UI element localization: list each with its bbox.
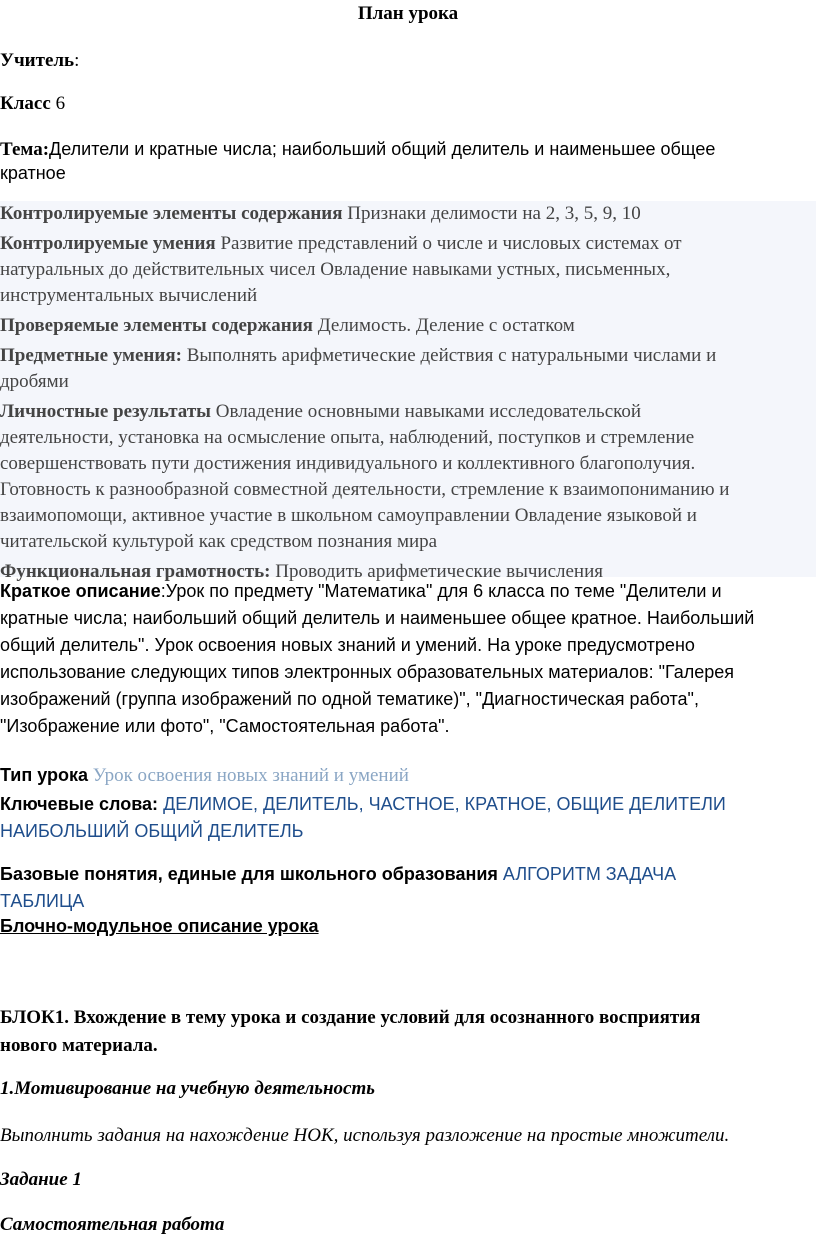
functional-literacy-label: Функциональная грамотность: bbox=[0, 561, 271, 582]
subject-skills-row bbox=[0, 343, 812, 369]
controlled-skills-text-1: Развитие представлений о числе и числовых системах от bbox=[215, 233, 682, 254]
short-description-line-2: кратные числа; наибольший общий делитель и наименьшее общее кратное. Наибольший bbox=[0, 608, 755, 628]
keywords-text-2: НАИБОЛЬШИЙ ОБЩИЙ ДЕЛИТЕЛЬ bbox=[0, 821, 304, 841]
personal-results-text-5: взаимопомощи, активное участие в школьном самоуправлении Овладение языковой и bbox=[0, 505, 697, 526]
subject-skills-text-1: Выполнять арифметические действия с натуральными числами и bbox=[181, 345, 717, 366]
block1-heading-1: БЛОК1. Вхождение в тему урока и создание условий для осознанного восприятия bbox=[0, 1007, 701, 1028]
lesson-type-label: Тип урока bbox=[0, 765, 89, 785]
short-description-line-1 bbox=[0, 578, 812, 605]
topic-line-1 bbox=[0, 137, 715, 162]
teacher-line bbox=[0, 49, 79, 73]
controlled-content-value: Признаки делимости на 2, 3, 5, 9, 10 bbox=[342, 203, 641, 224]
instruction-text: Выполнить задания на нахождение НОК, используя разложение на простые множители. bbox=[0, 1125, 730, 1146]
lesson-type-value: Урок освоения новых знаний и умений bbox=[88, 765, 409, 786]
controlled-skills-row bbox=[0, 231, 812, 257]
short-description-line-5: изображений (группа изображений по одной тематике)", "Диагностическая работа", bbox=[0, 689, 699, 709]
topic-text-1: Делители и кратные числа; наибольший общий делитель и наименьшее общее bbox=[49, 139, 716, 159]
topic-text-2: кратное bbox=[0, 163, 66, 183]
keywords-line-1 bbox=[0, 791, 726, 818]
class-label: Класс bbox=[0, 93, 51, 114]
short-description-line-6: "Изображение или фото", "Самостоятельная работа". bbox=[0, 716, 450, 736]
lesson-type-line bbox=[0, 763, 409, 788]
info-table bbox=[0, 201, 812, 585]
controlled-skills-label: Контролируемые умения bbox=[0, 233, 216, 254]
task1-heading: Задание 1 bbox=[0, 1169, 82, 1190]
controlled-skills-text-3: инструментальных вычислений bbox=[0, 285, 258, 306]
checked-content-value: Делимость. Деление с остатком bbox=[312, 315, 575, 336]
page-title: План урока bbox=[357, 3, 459, 24]
keywords-text-1: ДЕЛИМОЕ, ДЕЛИТЕЛЬ, ЧАСТНОЕ, КРАТНОЕ, ОБЩИЕ ДЕЛИТЕЛИ bbox=[158, 794, 726, 814]
block-modular-heading: Блочно-модульное описание урока bbox=[0, 916, 319, 936]
independent-work-heading: Самостоятельная работа bbox=[0, 1214, 225, 1235]
functional-literacy-value: Проводить арифметические вычисления bbox=[270, 561, 603, 582]
controlled-content-label: Контролируемые элементы содержания bbox=[0, 203, 343, 224]
personal-results-text-3: совершенствовать пути достижения индивидуального и коллективного благополучия. bbox=[0, 453, 696, 474]
teacher-label: Учитель bbox=[0, 50, 75, 71]
personal-results-text-1: Овладение основными навыками исследовательской bbox=[211, 401, 642, 422]
topic-label: Тема: bbox=[0, 139, 50, 160]
block1-heading-2: нового материала. bbox=[0, 1035, 158, 1056]
basic-concepts-line-1 bbox=[0, 861, 676, 888]
basic-concepts-text-1: АЛГОРИТМ ЗАДАЧА bbox=[497, 864, 677, 884]
personal-results-label: Личностные результаты bbox=[0, 401, 211, 422]
class-value: 6 bbox=[50, 93, 66, 114]
short-description bbox=[0, 578, 812, 740]
class-line bbox=[0, 92, 65, 116]
subject-skills-label: Предметные умения: bbox=[0, 345, 182, 366]
personal-results-text-2: деятельности, установка на осмысление опыта, наблюдений, поступков и стремление bbox=[0, 427, 695, 448]
short-description-line-4: использование следующих типов электронных образовательных материалов: "Галерея bbox=[0, 662, 735, 682]
keywords-label: Ключевые слова: bbox=[0, 794, 159, 814]
personal-results-row bbox=[0, 399, 812, 425]
personal-results-text-6: читательской культурой как средством познания мира bbox=[0, 531, 438, 552]
motivation-heading: 1.Мотивирование на учебную деятельность bbox=[0, 1078, 375, 1099]
checked-content-label: Проверяемые элементы содержания bbox=[0, 315, 313, 336]
personal-results-text-4: Готовность к разнообразной совместной деятельности, стремление к взаимопониманию и bbox=[0, 479, 730, 500]
controlled-skills-text-2: натуральных до действительных чисел Овладение навыками устных, письменных, bbox=[0, 259, 671, 280]
controlled-content-row bbox=[0, 201, 812, 227]
short-description-label: Краткое описание bbox=[0, 581, 161, 601]
basic-concepts-label: Базовые понятия, единые для школьного образования bbox=[0, 864, 498, 884]
subject-skills-text-2: дробями bbox=[0, 371, 69, 392]
short-description-text-1: :Урок по предмету "Математика" для 6 класса по теме "Делители и bbox=[160, 581, 722, 601]
short-description-line-3: общий делитель". Урок освоения новых знаний и умений. На уроке предусмотрено bbox=[0, 635, 695, 655]
basic-concepts-text-2: ТАБЛИЦА bbox=[0, 891, 85, 911]
checked-content-row bbox=[0, 313, 812, 339]
teacher-sep: : bbox=[74, 50, 80, 71]
